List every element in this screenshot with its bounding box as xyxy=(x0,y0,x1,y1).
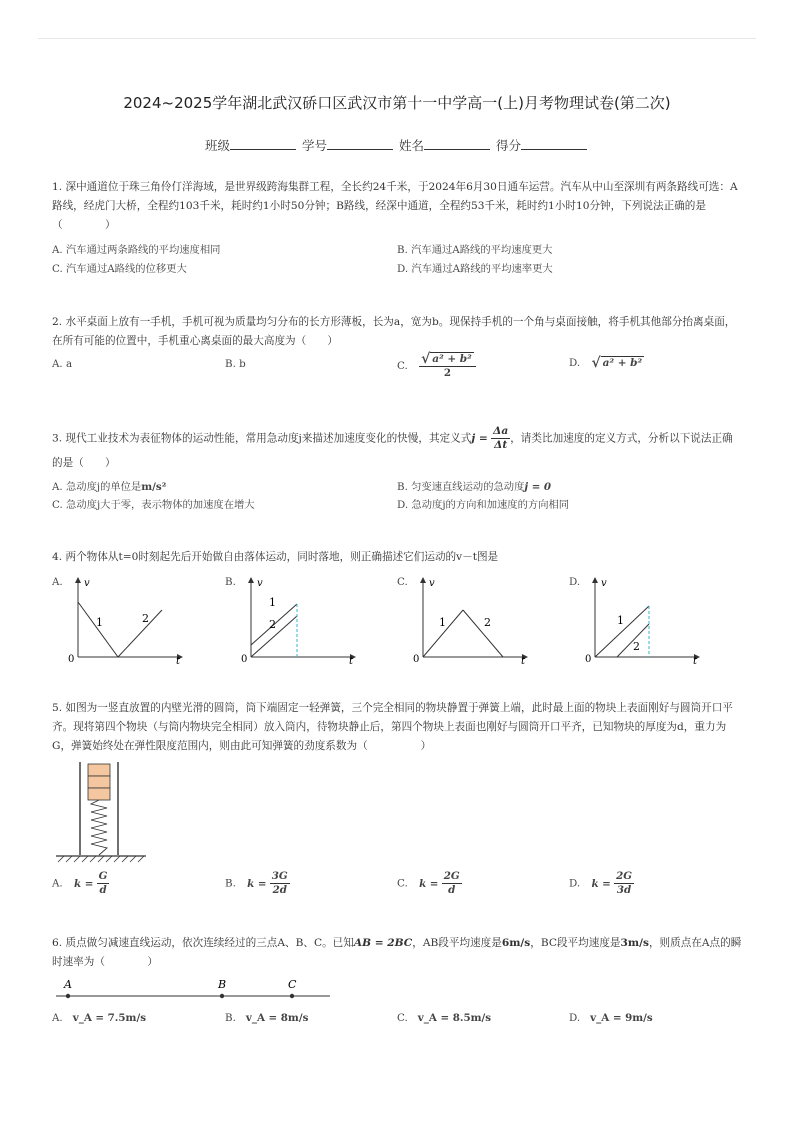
t-axis-label: t xyxy=(349,656,354,667)
point-a-dot xyxy=(66,994,70,998)
q6-option-d[interactable]: D. v_A = 9m/s xyxy=(569,1012,653,1024)
q4-graph-c[interactable] xyxy=(407,572,537,667)
q5-cylinder-spring-diagram xyxy=(54,760,150,864)
origin-label: 0 xyxy=(413,654,420,665)
line-1-label: 1 xyxy=(439,616,446,629)
q3-jerk-fraction: $\frac{\Delta a}{\Delta t}$ xyxy=(493,425,509,451)
point-c-dot xyxy=(290,994,294,998)
q5-option-c[interactable]: C. k = $\frac{2G}{d}$ xyxy=(397,870,460,896)
q6-option-b[interactable]: B. v_A = 8m/s xyxy=(225,1012,309,1024)
q1-option-c[interactable]: C. 汽车通过A路线的位移更大 xyxy=(52,263,187,275)
line-1 xyxy=(78,602,118,657)
t-axis-label: t xyxy=(521,656,526,667)
q6-option-c[interactable]: C. v_A = 8.5m/s xyxy=(397,1012,492,1024)
student-info-line xyxy=(0,136,794,154)
question-2: 2. 水平桌面上放有一手机，手机可视为质量均匀分布的长方形薄板，长为a，宽为b。现保持手机的一个角与桌面接触，将手机其他部分抬离桌面，在所有可能的位置中，手机重心离桌面的最大高度为（ ） xyxy=(52,316,736,347)
q1-option-d[interactable]: D. 汽车通过A路线的平均速率更大 xyxy=(397,263,553,275)
q1-option-a[interactable]: A. 汽车通过两条路线的平均速度相同 xyxy=(52,244,221,256)
q5-option-a[interactable]: A. k = $\frac{G}{d}$ xyxy=(52,870,108,896)
origin-label: 0 xyxy=(585,654,592,665)
q4-graph-a[interactable] xyxy=(62,572,192,667)
ground-hatch xyxy=(58,856,144,862)
q2-option-a[interactable]: A. a xyxy=(52,358,73,370)
q4-graph-b[interactable] xyxy=(235,572,365,667)
v-axis-label: v xyxy=(601,578,607,589)
number-blank[interactable] xyxy=(327,137,393,150)
block-top xyxy=(88,764,110,776)
point-c-label: C xyxy=(288,978,297,991)
name-blank[interactable] xyxy=(424,137,490,150)
score-blank[interactable] xyxy=(521,137,587,150)
line-2 xyxy=(463,610,503,657)
origin-label: 0 xyxy=(241,654,248,665)
q2-option-b[interactable]: B. b xyxy=(225,358,246,370)
line-2-label: 2 xyxy=(484,616,491,629)
q6-option-a[interactable]: A. v_A = 7.5m/s xyxy=(52,1012,147,1024)
q2-option-c[interactable]: C. √ a² + b² 2 xyxy=(397,352,476,380)
q3-option-c[interactable]: C. 急动度j大于零，表示物体的加速度在增大 xyxy=(52,499,255,511)
q3-option-a[interactable]: A. 急动度j的单位是m/s² xyxy=(52,481,167,493)
line-1-label: 1 xyxy=(96,616,103,629)
q2-d-sqrt: √ a² + b² xyxy=(591,355,643,371)
q2-c-fraction: √ a² + b² 2 xyxy=(419,352,476,380)
point-b-dot xyxy=(220,994,224,998)
v-axis-label: v xyxy=(257,578,263,589)
point-a-label: A xyxy=(64,978,72,991)
score-label: 得分 xyxy=(495,138,521,153)
q4-option-c-label[interactable]: C. xyxy=(397,576,408,588)
v-axis-label: v xyxy=(429,578,435,589)
number-label: 学号 xyxy=(301,138,327,153)
line-2-label: 2 xyxy=(269,618,276,631)
t-axis-label: t xyxy=(176,656,181,667)
block-bottom xyxy=(88,788,110,800)
line-2-label: 2 xyxy=(142,612,149,625)
line-2 xyxy=(118,610,162,657)
t-axis-label: t xyxy=(693,656,698,667)
q4-option-b-label[interactable]: B. xyxy=(225,576,236,588)
line-1-label: 1 xyxy=(617,614,624,627)
question-1: 1. 深中通道位于珠三角伶仃洋海域，是世界级跨海集群工程，全长约24千米，于2024年6月30日通车运营。汽车从中山至深圳有两条路线可选：A路线，经虎门大桥，全程约103千米，耗时约1小时50分钟；B路线，经深中通道，全程约53千米，耗时约1小时10分钟，下列说法正确的是（ ） xyxy=(52,181,738,231)
class-blank[interactable] xyxy=(230,137,296,150)
line-1-label: 1 xyxy=(269,596,276,609)
q1-option-b[interactable]: B. 汽车通过A路线的平均速度更大 xyxy=(397,244,553,256)
spring xyxy=(91,800,107,855)
name-label: 姓名 xyxy=(398,138,424,153)
page-title: 2024~2025学年湖北武汉硚口区武汉市第十一中学高一(上)月考物理试卷(第二次) xyxy=(123,94,671,112)
origin-label: 0 xyxy=(68,654,75,665)
question-6: 6. 质点做匀减速直线运动，依次连续经过的三点A、B、C。已知AB = 2BC，AB段平均速度是6m/s，BC段平均速度是3m/s，则质点在A点的瞬时速率为（ ） xyxy=(52,937,742,968)
v-axis-label: v xyxy=(84,578,90,589)
q4-option-a-label[interactable]: A. xyxy=(52,576,63,588)
question-4: 4. 两个物体从t=0时刻起先后开始做自由落体运动，同时落地，则正确描述它们运动的v－t图是 xyxy=(52,551,499,563)
block-middle xyxy=(88,776,110,788)
top-rule xyxy=(38,38,756,39)
q4-option-d-label[interactable]: D. xyxy=(569,576,581,588)
q5-option-b[interactable]: B. k = $\frac{3G}{2d}$ xyxy=(225,870,288,896)
q3-option-d[interactable]: D. 急动度j的方向和加速度的方向相同 xyxy=(397,499,570,511)
point-b-label: B xyxy=(218,978,227,991)
q4-graph-d[interactable] xyxy=(579,572,709,667)
line-2-label: 2 xyxy=(633,640,640,653)
question-3: 3. 现代工业技术为表征物体的运动性能，常用急动度j来描述加速度变化的快慢，其定义式j = $\frac{\Delta a}{\Delta t}$ ，请类比加速度的定义方式，分析以下说法正确的是（ ） xyxy=(52,425,733,469)
q3-option-b[interactable]: B. 匀变速直线运动的急动度j = 0 xyxy=(397,481,552,493)
class-label: 班级 xyxy=(204,138,230,153)
q2-option-d[interactable]: D. √ a² + b² xyxy=(569,355,643,371)
q5-option-d[interactable]: D. k = $\frac{2G}{3d}$ xyxy=(569,870,633,896)
question-5: 5. 如图为一竖直放置的内壁光滑的圆筒，筒下端固定一轻弹簧，三个完全相同的物块静置于弹簧上端，此时最上面的物块上表面刚好与圆筒开口平齐。现将第四个物块（与筒内物块完全相同）放入筒内，待物块静止后，第四个物块上表面也刚好与圆筒开口平齐，已知物块的厚度为d，重力为G，弹簧始终处在弹性限度范围内，则由此可知弹簧的劲度系数为（ ） xyxy=(52,702,733,752)
q6-line-diagram xyxy=(54,976,334,1002)
